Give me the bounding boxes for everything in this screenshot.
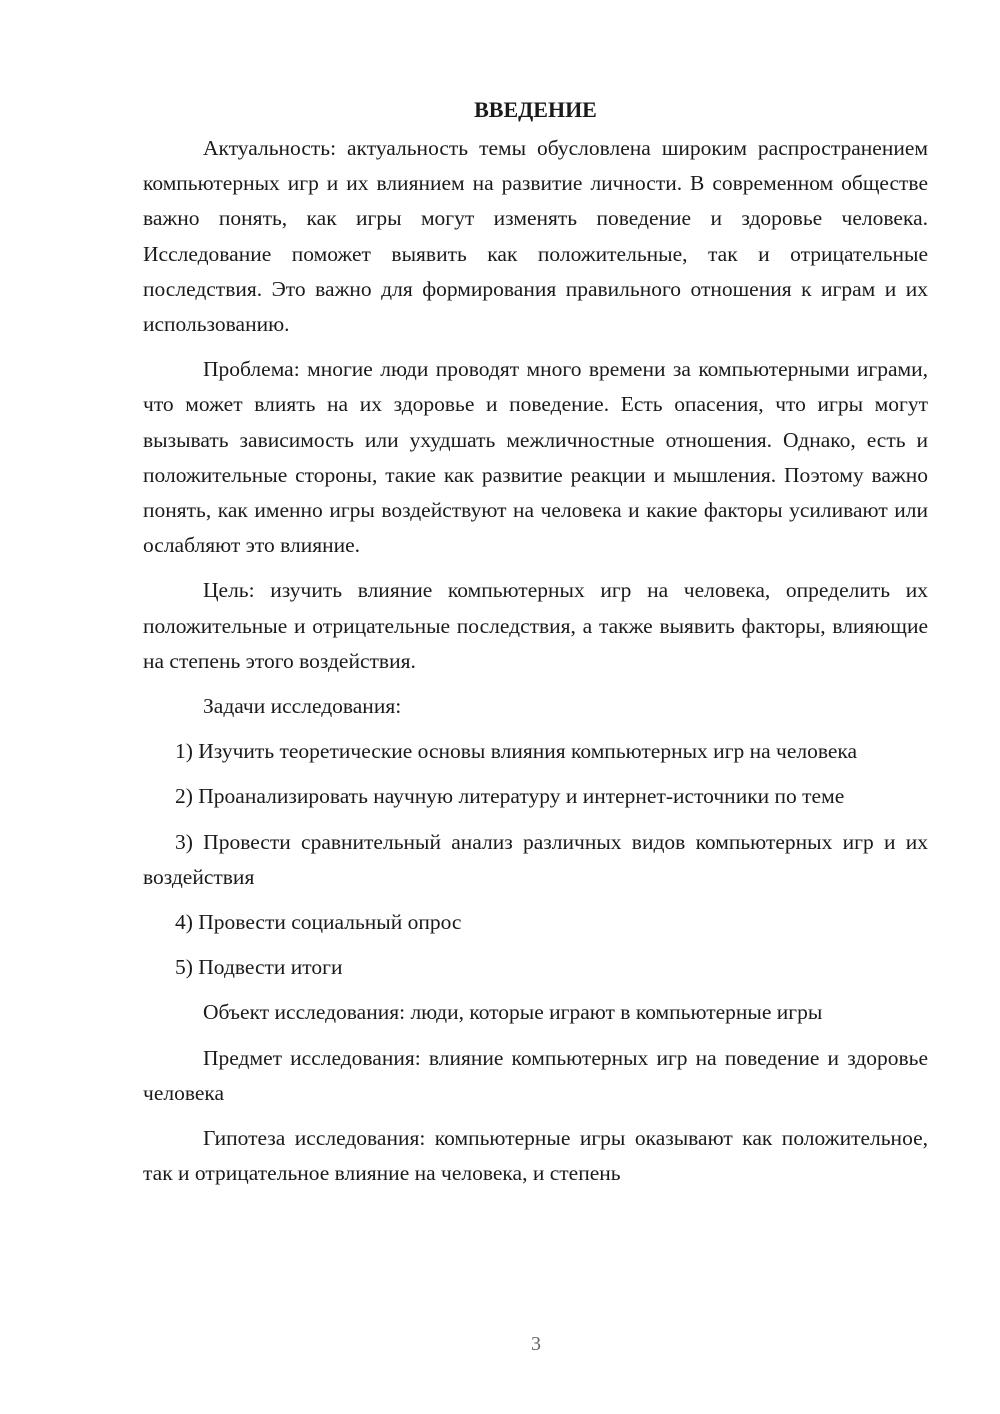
tasks-heading: Задачи исследования:: [203, 694, 402, 719]
problem-paragraph: Проблема: многие люди проводят много времени за компьютерными играми, что может влиять на их здоровье и поведение. Есть опасения, что игры могут вызывать зависимость или ухудшать межличностные отношения. Однако, есть и положительные стороны, такие как развитие реакции и мышления. Поэтому важно понять, как именно игры воздействуют на человека и какие факторы усиливают или ослабляют это влияние.: [143, 357, 928, 558]
page-number: 3: [531, 1333, 541, 1355]
task-item-4: 4) Провести социальный опрос: [175, 910, 462, 935]
task-item-5: 5) Подвести итоги: [175, 955, 343, 980]
task-item-3: 3) Провести сравнительный анализ различных видов компьютерных игр и их воздействия: [143, 829, 928, 889]
subject-paragraph: Предмет исследования: влияние компьютерных игр на поведение и здоровье человека: [143, 1045, 928, 1105]
task-item-2: 2) Проанализировать научную литературу и интернет-источники по теме: [175, 784, 845, 809]
goal-paragraph: Цель: изучить влияние компьютерных игр на человека, определить их положительные и отрицательные последствия, а также выявить факторы, влияющие на степень этого воздействия.: [143, 578, 928, 673]
hypothesis-paragraph: Гипотеза исследования: компьютерные игры оказывают как положительное, так и отрицательное влияние на человека, и степень: [143, 1126, 928, 1186]
document-page: [143, 92, 928, 1201]
relevance-paragraph: Актуальность: актуальность темы обусловлена широким распространением компьютерных игр и их влиянием на развитие личности. В современном обществе важно понять, как игры могут изменять поведение и здоровье человека. Исследование поможет выявить как положительные, так и отрицательные последствия. Это важно для формирования правильного отношения к играм и их использованию.: [143, 136, 928, 337]
task-item-1: 1) Изучить теоретические основы влияния компьютерных игр на человека: [175, 739, 858, 764]
object-paragraph: Объект исследования: люди, которые играют в компьютерные игры: [203, 1000, 823, 1025]
page-title: ВВЕДЕНИЕ: [474, 97, 597, 122]
